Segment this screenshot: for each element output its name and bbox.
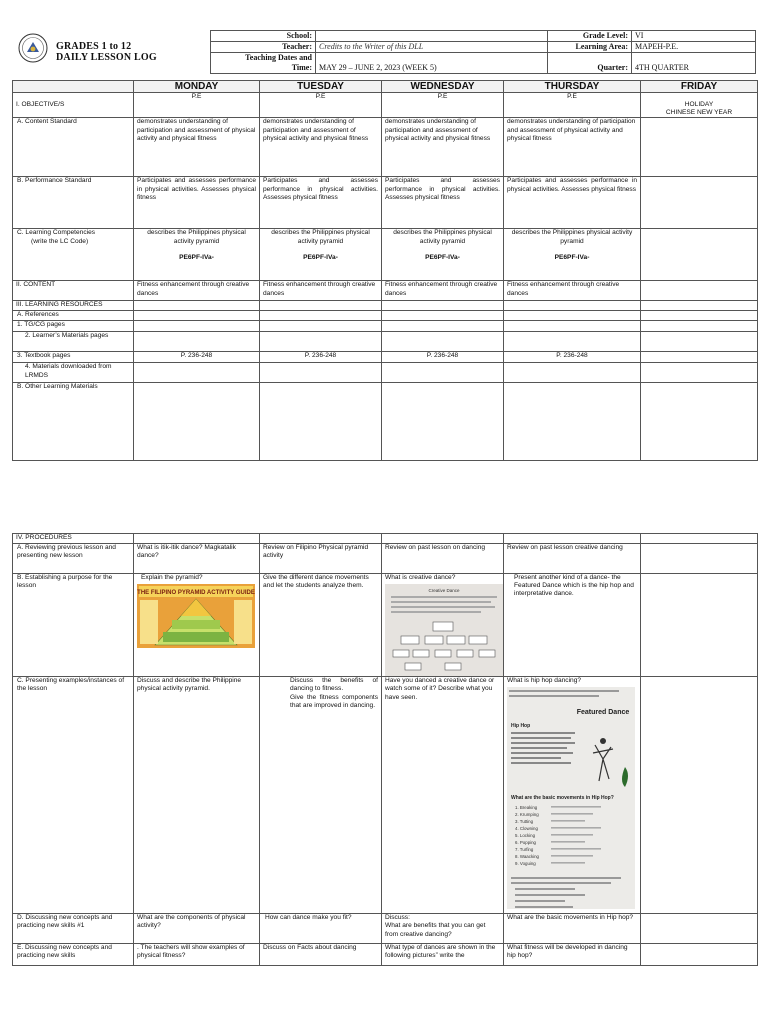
empty-cell — [641, 229, 758, 281]
empty-cell — [382, 332, 504, 352]
header-logo-block — [12, 30, 210, 72]
procedure-e-wednesday: What type of dances are shown in the following pictures” write the — [382, 944, 504, 966]
learning-resources-label: III. LEARNING RESOURCES — [13, 301, 134, 311]
objectives-label: I. OBJECTIVE/S — [13, 93, 134, 118]
empty-cell — [641, 177, 758, 229]
other-materials-label: B. Other Learning Materials — [13, 383, 134, 461]
references-label: A. References — [13, 311, 134, 321]
grade-level-label: Grade Level: — [548, 31, 632, 42]
holiday-label: HOLIDAY — [684, 101, 714, 108]
holiday-name: CHINESE NEW YEAR — [665, 109, 733, 117]
teaching-dates-label — [211, 53, 316, 74]
empty-cell — [641, 677, 758, 914]
hiphop-move-item: 8. Waacking — [515, 854, 539, 860]
procedure-d-wednesday-text: Discuss: — [385, 914, 410, 922]
lc-text: describes the Philippines physical activity pyramid — [511, 229, 633, 245]
day-friday: FRIDAY — [641, 81, 758, 93]
procedure-e-thursday: What fitness will be developed in dancing hip hop? — [504, 944, 641, 966]
empty-cell — [134, 534, 260, 544]
performance-standard-label: B. Performance Standard — [13, 177, 134, 229]
day-wednesday: WEDNESDAY — [382, 81, 504, 93]
procedure-e-label: E. Discussing new concepts and practicing new skills — [13, 944, 134, 966]
lesson-info-table — [210, 30, 756, 74]
textbook-pages-label: 3. Textbook pages — [13, 352, 134, 363]
procedure-c-tuesday-text: Discuss the benefits of dancing to fitness. — [290, 677, 378, 693]
content-standard-label: A. Content Standard — [13, 118, 134, 177]
empty-cell — [260, 363, 382, 383]
performance-standard-monday: Participates and assesses performance in physical activities. Assesses physical fitness — [134, 177, 260, 229]
hiphop-move-item: 3. Tutting — [515, 819, 534, 825]
procedure-d-thursday: What are the basic movements in Hip hop? — [504, 914, 641, 944]
procedure-a-label: A. Reviewing previous lesson and presenting new lesson — [13, 544, 134, 574]
subject-thursday: P.E — [504, 93, 641, 118]
procedure-a-wednesday: Review on past lesson on dancing — [382, 544, 504, 574]
lc-wednesday — [382, 229, 504, 281]
school-label: School: — [211, 31, 316, 42]
content-standard-monday: demonstrates understanding of participation and assessment of physical activity and physical fitness — [134, 118, 260, 177]
log-title: DAILY LESSON LOG — [56, 52, 157, 63]
empty-cell — [504, 332, 641, 352]
lc-monday — [134, 229, 260, 281]
empty-cell — [641, 544, 758, 574]
lc-code-hint: (write the LC Code) — [31, 237, 89, 245]
procedure-d-monday: What are the components of physical activity? — [134, 914, 260, 944]
procedure-b-tuesday: Give the different dance movements and let the students analyze them. — [260, 574, 382, 677]
empty-cell — [641, 281, 758, 301]
content-standard-wednesday: demonstrates understanding of participation and assessment of physical activity and physical fitness — [382, 118, 504, 177]
learning-area-value: MAPEH-P.E. — [632, 42, 756, 53]
procedure-e-tuesday: Discuss on Facts about dancing — [260, 944, 382, 966]
procedure-b-wednesday — [382, 574, 504, 677]
procedure-d-wednesday — [382, 914, 504, 944]
procedure-b-label: B. Establishing a purpose for the lesson — [13, 574, 134, 677]
empty-cell — [641, 534, 758, 544]
hiphop-move-item: 9. Voguing — [515, 861, 536, 867]
teaching-dates-label-line1: Teaching Dates and — [245, 53, 312, 62]
empty-cell — [504, 321, 641, 332]
lc-code: PE6PF-IVa- — [554, 253, 590, 261]
procedures-table — [12, 533, 758, 966]
performance-standard-wednesday: Participates and assesses performance in physical activities. Assesses physical fitness — [382, 177, 504, 229]
procedure-c-wednesday: Have you danced a creative dance or watch some of it? Describe what you have seen. — [382, 677, 504, 914]
empty-cell — [641, 301, 758, 311]
hiphop-move-item: 5. Locking — [515, 833, 536, 839]
grades-title: GRADES 1 to 12 — [56, 41, 132, 52]
textbook-pages-tuesday: P. 236-248 — [260, 352, 382, 363]
procedure-c-label: C. Presenting examples/instances of the lesson — [13, 677, 134, 914]
quarter-label: Quarter: — [548, 53, 632, 74]
quarter-value: 4TH QUARTER — [632, 53, 756, 74]
learning-competencies-title: C. Learning Competencies — [17, 229, 96, 237]
empty-cell — [504, 301, 641, 311]
featured-dance-image — [507, 687, 635, 909]
objectives-table — [12, 80, 758, 461]
hiphop-move-item: 6. Popping — [515, 840, 536, 846]
empty-cell — [641, 118, 758, 177]
featured-dance-image-question: What are the basic movements in Hip Hop? — [511, 795, 614, 802]
empty-cell — [382, 383, 504, 461]
lc-code: PE6PF-IVa- — [303, 253, 338, 261]
empty-cell — [641, 363, 758, 383]
textbook-pages-wednesday: P. 236-248 — [382, 352, 504, 363]
empty-cell — [382, 534, 504, 544]
hiphop-move-item: 1. Breaking — [515, 805, 538, 811]
subject-wednesday: P.E — [382, 93, 504, 118]
empty-cell — [641, 574, 758, 677]
procedure-c-thursday-text: What is hip hop dancing? — [507, 677, 582, 685]
hiphop-move-item: 2. Krumping — [515, 812, 539, 818]
learning-area-label: Learning Area: — [548, 42, 632, 53]
procedure-b-monday-text: Explain the pyramid? — [141, 574, 203, 581]
content-tuesday: Fitness enhancement through creative dances — [260, 281, 382, 301]
corner-cell — [13, 81, 134, 93]
lm-pages-label: 2. Learner’s Materials pages — [13, 332, 134, 352]
empty-cell — [504, 534, 641, 544]
procedure-b-thursday: Present another kind of a dance- the Featured Dance which is the hip hop and interpretative dance. — [504, 574, 641, 677]
grade-level-value: VI — [632, 31, 756, 42]
procedure-e-monday: . The teachers will show examples of physical fitness? — [134, 944, 260, 966]
lc-text: describes the Philippines physical activity pyramid — [271, 229, 370, 245]
tg-pages-label: 1. TG/CG pages — [13, 321, 134, 332]
procedure-c-thursday — [504, 677, 641, 914]
empty-cell — [134, 311, 260, 321]
day-thursday: THURSDAY — [504, 81, 641, 93]
procedure-b-monday — [134, 574, 260, 677]
empty-cell — [260, 534, 382, 544]
pyramid-image-title: THE FILIPINO PYRAMID ACTIVITY GUIDE — [137, 590, 255, 597]
content-standard-tuesday: demonstrates understanding of participation and assessment of physical activity and physical fitness — [260, 118, 382, 177]
procedure-c-monday: Discuss and describe the Philippine physical activity pyramid. — [134, 677, 260, 914]
textbook-pages-thursday: P. 236-248 — [504, 352, 641, 363]
filipino-pyramid-image — [137, 584, 255, 648]
empty-cell — [260, 332, 382, 352]
performance-standard-thursday: Participates and assesses performance in physical activities. Assesses physical fitness — [504, 177, 641, 229]
empty-cell — [382, 363, 504, 383]
procedure-c-tuesday-text-2: Give the fitness components that are improved in dancing. — [290, 693, 378, 709]
content-wednesday: Fitness enhancement through creative dances — [382, 281, 504, 301]
creative-dance-image-title: Creative Dance — [428, 588, 460, 594]
content-monday: Fitness enhancement through creative dances — [134, 281, 260, 301]
procedure-a-monday: What is itik-itik dance? Magkatalik dance? — [134, 544, 260, 574]
school-value — [316, 31, 548, 42]
empty-cell — [382, 311, 504, 321]
empty-cell — [641, 944, 758, 966]
performance-standard-tuesday: Participates and assesses performance in physical activities. Assesses physical fitness — [260, 177, 382, 229]
procedures-label: IV. PROCEDURES — [13, 534, 134, 544]
empty-cell — [260, 301, 382, 311]
empty-cell — [260, 321, 382, 332]
empty-cell — [134, 332, 260, 352]
empty-cell — [382, 301, 504, 311]
lc-code: PE6PF-IVa- — [425, 253, 460, 261]
empty-cell — [504, 383, 641, 461]
empty-cell — [504, 311, 641, 321]
empty-cell — [134, 363, 260, 383]
day-tuesday: TUESDAY — [260, 81, 382, 93]
empty-cell — [134, 301, 260, 311]
empty-cell — [641, 321, 758, 332]
subject-monday: P.E — [134, 93, 260, 118]
teaching-dates-value: MAY 29 – JUNE 2, 2023 (WEEK 5) — [316, 53, 548, 74]
procedure-b-wednesday-text: What is creative dance? — [385, 574, 456, 581]
teacher-label: Teacher: — [211, 42, 316, 53]
lrmds-label: 4. Materials downloaded from LRMDS — [13, 363, 134, 383]
empty-cell — [382, 321, 504, 332]
lc-text: describes the Philippines physical activity pyramid — [393, 229, 492, 245]
learning-competencies-label — [13, 229, 134, 281]
day-monday: MONDAY — [134, 81, 260, 93]
procedure-a-thursday: Review on past lesson creative dancing — [504, 544, 641, 574]
empty-cell — [641, 383, 758, 461]
featured-dance-image-title: Featured Dance — [576, 709, 630, 717]
empty-cell — [134, 321, 260, 332]
lc-text: describes the Philippines physical activity pyramid — [147, 229, 246, 245]
lc-tuesday — [260, 229, 382, 281]
empty-cell — [641, 352, 758, 363]
empty-cell — [134, 383, 260, 461]
deped-seal-icon — [18, 33, 48, 63]
featured-dance-image-subtitle: Hip Hop — [511, 723, 531, 730]
empty-cell — [504, 363, 641, 383]
subject-tuesday: P.E — [260, 93, 382, 118]
content-label: II. CONTENT — [13, 281, 134, 301]
lc-thursday — [504, 229, 641, 281]
friday-holiday — [641, 93, 758, 118]
empty-cell — [260, 311, 382, 321]
lc-code: PE6PF-IVa- — [179, 253, 214, 261]
teaching-dates-label-line2: Time: — [291, 63, 312, 72]
procedure-c-tuesday — [260, 677, 382, 914]
textbook-pages-monday: P. 236-248 — [134, 352, 260, 363]
teacher-value: Credits to the Writer of this DLL — [316, 42, 548, 53]
empty-cell — [641, 311, 758, 321]
procedure-a-tuesday: Review on Filipino Physical pyramid activity — [260, 544, 382, 574]
hiphop-move-item: 4. Clowning — [515, 826, 538, 832]
content-standard-thursday: demonstrates understanding of participation and assessment of physical activity and physical fitness — [504, 118, 641, 177]
procedure-d-tuesday: How can dance make you fit? — [260, 914, 382, 944]
empty-cell — [641, 332, 758, 352]
procedure-d-wednesday-text-2: What are benefits that you can get from creative dancing? — [385, 922, 486, 938]
content-thursday: Fitness enhancement through creative dances — [504, 281, 641, 301]
empty-cell — [260, 383, 382, 461]
friday-spacer — [644, 93, 754, 101]
hiphop-move-item: 7. Turfing — [515, 847, 534, 853]
empty-cell — [641, 914, 758, 944]
creative-dance-image — [385, 584, 503, 676]
procedure-d-label: D. Discussing new concepts and practicing new skills #1 — [13, 914, 134, 944]
